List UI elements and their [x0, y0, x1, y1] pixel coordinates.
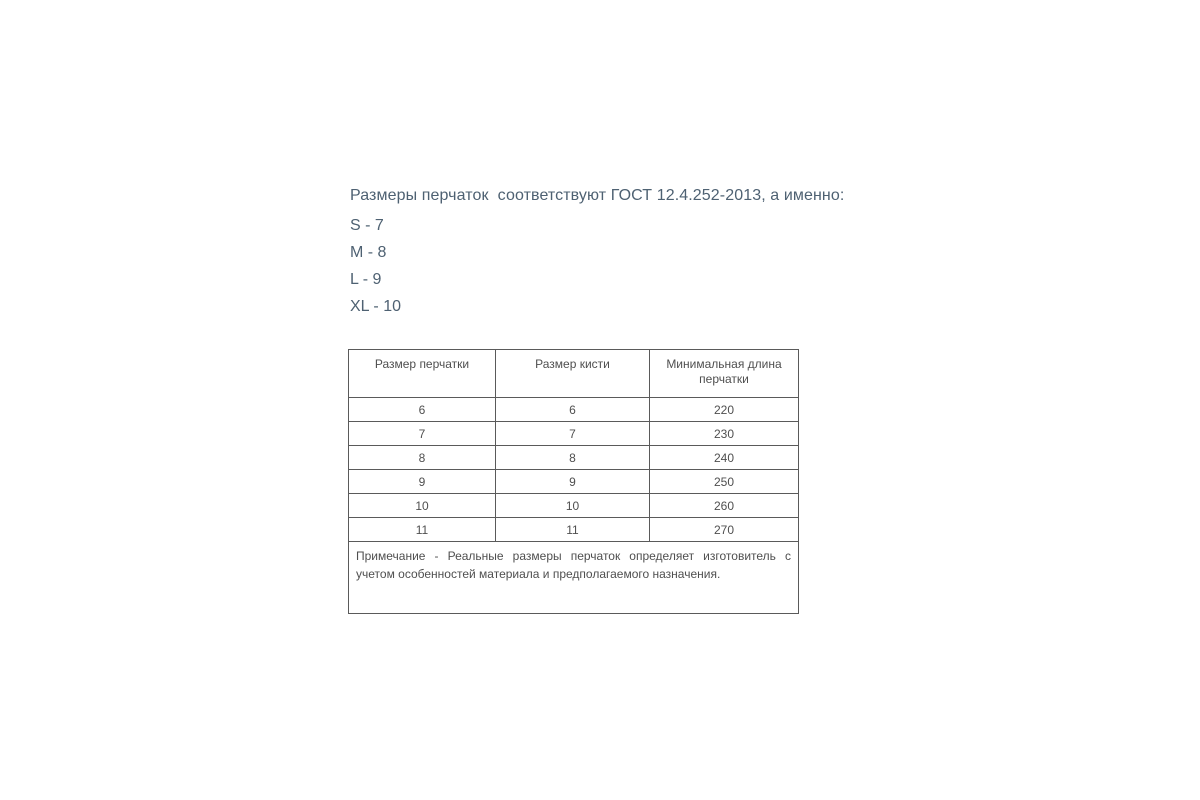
table-header-row: [349, 350, 799, 398]
size-line-m: M - 8: [350, 244, 387, 261]
cell-min-length: 230: [650, 422, 799, 446]
cell-hand-size: 8: [496, 446, 650, 470]
cell-glove-size: 11: [349, 518, 496, 542]
table-note-row: [349, 542, 799, 614]
size-line-xl: XL - 10: [350, 298, 401, 315]
cell-min-length: 240: [650, 446, 799, 470]
intro-title: Размеры перчаток соответствуют ГОСТ 12.4.252-2013, а именно:: [350, 187, 845, 204]
cell-glove-size: 9: [349, 470, 496, 494]
cell-glove-size: 6: [349, 398, 496, 422]
cell-glove-size: 7: [349, 422, 496, 446]
cell-hand-size: 9: [496, 470, 650, 494]
intro-text-block: [350, 187, 844, 320]
table-row: [349, 470, 799, 494]
cell-min-length: 220: [650, 398, 799, 422]
table-row: [349, 446, 799, 470]
cell-glove-size: 8: [349, 446, 496, 470]
cell-hand-size: 7: [496, 422, 650, 446]
table-row: [349, 422, 799, 446]
cell-hand-size: 11: [496, 518, 650, 542]
cell-hand-size: 6: [496, 398, 650, 422]
table-row: [349, 518, 799, 542]
size-line-l: L - 9: [350, 271, 382, 288]
table-note: Примечание - Реальные размеры перчаток определяет изготовитель с учетом особенностей материала и предполагаемого назначения.: [349, 542, 799, 614]
table-row: [349, 398, 799, 422]
col-header-min-length: Минимальная длина перчатки: [650, 350, 799, 398]
cell-glove-size: 10: [349, 494, 496, 518]
cell-min-length: 270: [650, 518, 799, 542]
col-header-glove-size: Размер перчатки: [349, 350, 496, 398]
table-row: [349, 494, 799, 518]
cell-min-length: 250: [650, 470, 799, 494]
col-header-hand-size: Размер кисти: [496, 350, 650, 398]
cell-hand-size: 10: [496, 494, 650, 518]
glove-size-table: [348, 349, 799, 614]
size-line-s: S - 7: [350, 217, 384, 234]
cell-min-length: 260: [650, 494, 799, 518]
